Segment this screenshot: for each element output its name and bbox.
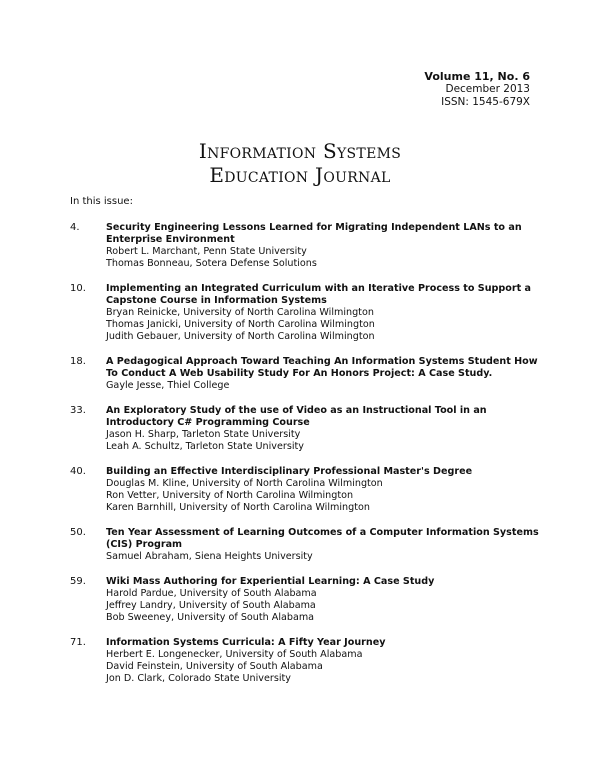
journal-title-line-1: Information Systems bbox=[198, 139, 402, 163]
page-number: 33. bbox=[70, 405, 86, 416]
article-title: An Exploratory Study of the use of Video as an Instructional Tool in an Introductory C# Programming Course bbox=[106, 405, 487, 428]
article-title: Building an Effective Interdisciplinary Professional Master's Degree bbox=[106, 466, 473, 477]
article-author: Jason H. Sharp, Tarleton State University bbox=[106, 429, 301, 440]
article-title: Wiki Mass Authoring for Experiential Learning: A Case Study bbox=[106, 576, 435, 587]
toc-entry-body bbox=[106, 637, 540, 685]
toc-entry bbox=[70, 576, 540, 624]
article-author: Ron Vetter, University of North Carolina Wilmington bbox=[106, 490, 354, 501]
issn: ISSN: 1545-679X bbox=[441, 96, 530, 108]
toc-entry-body bbox=[106, 405, 540, 453]
toc-entry-body bbox=[106, 356, 540, 392]
issue-date: December 2013 bbox=[445, 83, 530, 95]
article-author: Leah A. Schultz, Tarleton State University bbox=[106, 441, 304, 452]
in-this-issue-label: In this issue: bbox=[70, 196, 133, 207]
article-title: Information Systems Curricula: A Fifty Year Journey bbox=[106, 637, 386, 648]
toc-entry bbox=[70, 283, 540, 343]
article-author: Jon D. Clark, Colorado State University bbox=[106, 673, 291, 684]
article-title: Security Engineering Lessons Learned for Migrating Independent LANs to an Enterprise Environment bbox=[106, 222, 522, 245]
article-title: A Pedagogical Approach Toward Teaching An Information Systems Student How To Conduct A Web Usability Study For An Honors Project: A Case Study. bbox=[106, 356, 538, 379]
page-number: 10. bbox=[70, 283, 86, 294]
article-author: Thomas Bonneau, Sotera Defense Solutions bbox=[106, 258, 317, 269]
toc-entry bbox=[70, 222, 540, 270]
article-author: Bob Sweeney, University of South Alabama bbox=[106, 612, 315, 623]
journal-title-line-2: Education Journal bbox=[209, 163, 391, 187]
journal-title bbox=[0, 139, 600, 187]
issue-info bbox=[424, 70, 530, 109]
toc-entry bbox=[70, 405, 540, 453]
page-number: 59. bbox=[70, 576, 86, 587]
article-title: Implementing an Integrated Curriculum with an Iterative Process to Support a Capstone Course in Information Systems bbox=[106, 283, 531, 306]
article-author: Douglas M. Kline, University of North Carolina Wilmington bbox=[106, 478, 383, 489]
toc-entry bbox=[70, 527, 540, 563]
toc-entry-body bbox=[106, 283, 540, 343]
toc-entry bbox=[70, 637, 540, 685]
article-author: David Feinstein, University of South Alabama bbox=[106, 661, 323, 672]
article-author: Samuel Abraham, Siena Heights University bbox=[106, 551, 313, 562]
article-author: Bryan Reinicke, University of North Carolina Wilmington bbox=[106, 307, 374, 318]
toc-entry-body bbox=[106, 222, 540, 270]
toc-entry bbox=[70, 356, 540, 392]
table-of-contents bbox=[70, 222, 540, 698]
article-author: Karen Barnhill, University of North Carolina Wilmington bbox=[106, 502, 370, 513]
toc-entry-body bbox=[106, 576, 540, 624]
article-author: Herbert E. Longenecker, University of South Alabama bbox=[106, 649, 363, 660]
article-title: Ten Year Assessment of Learning Outcomes of a Computer Information Systems (CIS) Program bbox=[106, 527, 539, 550]
article-author: Gayle Jesse, Thiel College bbox=[106, 380, 230, 391]
article-author: Thomas Janicki, University of North Carolina Wilmington bbox=[106, 319, 375, 330]
page-number: 50. bbox=[70, 527, 86, 538]
page-number: 18. bbox=[70, 356, 86, 367]
toc-entry-body bbox=[106, 466, 540, 514]
page-number: 71. bbox=[70, 637, 86, 648]
article-author: Jeffrey Landry, University of South Alabama bbox=[106, 600, 316, 611]
article-author: Robert L. Marchant, Penn State University bbox=[106, 246, 307, 257]
article-author: Judith Gebauer, University of North Carolina Wilmington bbox=[106, 331, 375, 342]
page-number: 4. bbox=[70, 222, 80, 233]
article-author: Harold Pardue, University of South Alabama bbox=[106, 588, 317, 599]
toc-entry-body bbox=[106, 527, 540, 563]
page-number: 40. bbox=[70, 466, 86, 477]
volume-number: Volume 11, No. 6 bbox=[424, 70, 530, 83]
toc-entry bbox=[70, 466, 540, 514]
